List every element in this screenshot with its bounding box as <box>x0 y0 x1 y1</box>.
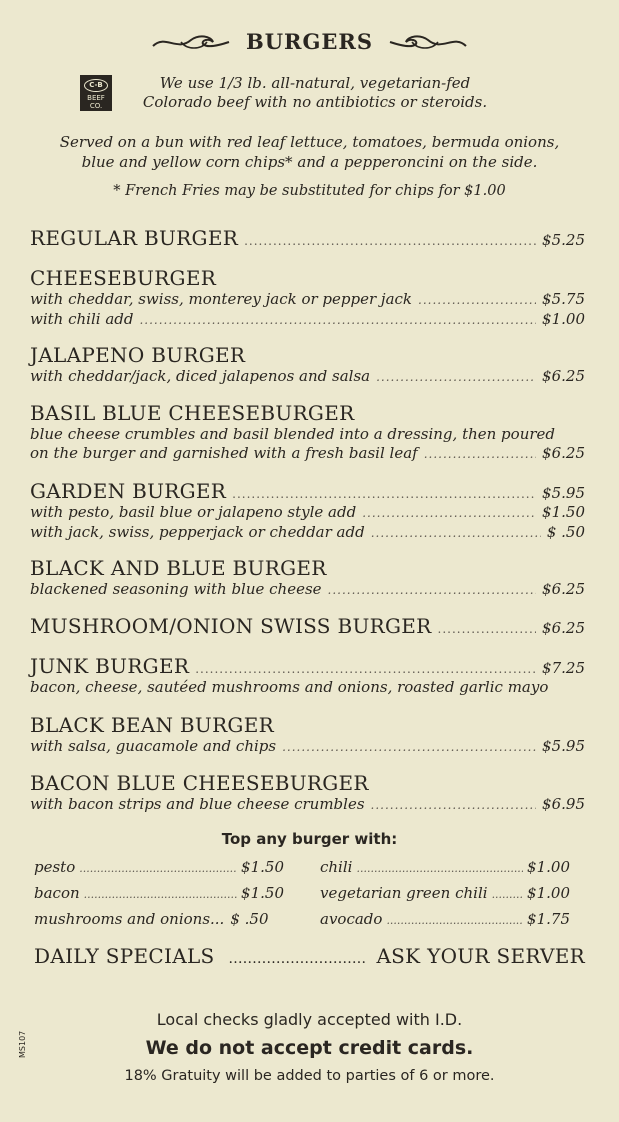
topping-name: chili <box>320 858 353 876</box>
item-name: BLACK AND BLUE BURGER <box>30 556 327 580</box>
leader-dots <box>356 862 523 875</box>
leader-dots <box>84 888 237 901</box>
topping-price: $ .50 <box>230 910 269 928</box>
leader-dots <box>418 291 536 310</box>
topping-name: pesto <box>34 858 76 876</box>
fries-note: * French Fries may be substituted for chips for $1.00 <box>113 183 506 199</box>
left-flourish-icon <box>151 28 231 54</box>
served-line1: Served on a bun with red leaf lettuce, tomatoes, bermuda onions, <box>59 133 560 151</box>
item-name: CHEESEBURGER <box>30 266 217 290</box>
item-price: $6.25 <box>542 444 585 462</box>
menu-item-junk-burger <box>30 654 585 697</box>
leader-dots <box>376 368 536 387</box>
topping-vegetarian-green-chili <box>320 884 570 910</box>
item-desc: with jack, swiss, pepperjack or cheddar add <box>30 523 365 541</box>
specials-value: ASK YOUR SERVER <box>376 944 585 968</box>
leader-dots <box>386 914 523 927</box>
menu-item-regular-burger <box>30 226 585 250</box>
menu-header <box>0 28 619 54</box>
item-price: $7.25 <box>542 659 585 677</box>
logo-text: BEEF CO. <box>87 94 105 110</box>
topping-name: avocado <box>320 910 383 928</box>
beef-note-line1: We use 1/3 lb. all-natural, vegetarian-fed <box>159 74 471 92</box>
item-name: JUNK BURGER <box>30 654 190 678</box>
leader-dots <box>79 862 237 875</box>
item-name: BASIL BLUE CHEESEBURGER <box>30 401 355 425</box>
topping-price: $1.50 <box>241 884 284 902</box>
menu-item-mushroom-onion-swiss-burger <box>30 614 585 638</box>
leader-dots <box>371 524 541 543</box>
leader-dots <box>282 738 536 757</box>
item-price: $5.95 <box>542 737 585 755</box>
item-desc: with cheddar/jack, diced jalapenos and salsa <box>30 367 371 385</box>
leader-dots <box>492 888 523 901</box>
item-price: $1.50 <box>542 503 585 521</box>
item-desc: with chili add <box>30 310 134 328</box>
specials-label: DAILY SPECIALS <box>34 944 215 968</box>
right-flourish-icon <box>388 28 468 54</box>
leader-dots <box>195 662 536 676</box>
menu-item-garden-burger <box>30 479 585 543</box>
item-price: $5.75 <box>542 290 585 308</box>
topping-bacon <box>34 884 284 910</box>
item-desc: with salsa, guacamole and chips <box>30 737 277 755</box>
toppings-list <box>34 858 589 936</box>
item-name: MUSHROOM/ONION SWISS BURGER <box>30 614 432 638</box>
item-price: $6.25 <box>542 580 585 598</box>
served-line2: blue and yellow corn chips* and a pepperoncini on the side. <box>81 153 538 171</box>
topping-mushrooms-and-onions <box>34 910 284 936</box>
leader-dots <box>328 581 537 600</box>
topping-name: bacon <box>34 884 80 902</box>
item-price: $5.95 <box>542 484 585 502</box>
leader-dots <box>229 951 367 967</box>
menu-item-cheeseburger <box>30 266 585 330</box>
item-name: REGULAR BURGER <box>30 226 239 250</box>
item-name: BLACK BEAN BURGER <box>30 713 274 737</box>
item-desc: with bacon strips and blue cheese crumbles <box>30 795 365 813</box>
gratuity-note: 18% Gratuity will be added to parties of 6 or more. <box>124 1068 495 1084</box>
print-code: MS107 <box>18 1030 27 1058</box>
leader-dots <box>424 445 536 464</box>
item-price: $6.95 <box>542 795 585 813</box>
toppings-heading: Top any burger with: <box>221 830 398 848</box>
topping-avocado <box>320 910 570 936</box>
item-desc: with pesto, basil blue or jalapeno style add <box>30 503 357 521</box>
topping-price: $1.75 <box>527 910 570 928</box>
daily-specials <box>34 944 585 968</box>
item-price: $6.25 <box>542 367 585 385</box>
served-note <box>30 132 589 172</box>
leader-dots <box>232 487 536 501</box>
checks-note: Local checks gladly accepted with I.D. <box>156 1010 463 1029</box>
beef-co-logo <box>80 75 112 111</box>
section-title: BURGERS <box>245 28 374 54</box>
item-desc: with cheddar, swiss, monterey jack or pepper jack <box>30 290 413 308</box>
item-name: JALAPENO BURGER <box>30 343 246 367</box>
topping-pesto <box>34 858 284 884</box>
beef-note-line2: Colorado beef with no antibiotics or steroids. <box>142 93 488 111</box>
credit-card-note: We do not accept credit cards. <box>145 1037 474 1059</box>
menu-item-bacon-blue-cheeseburger <box>30 771 585 815</box>
menu-item-basil-blue-cheeseburger <box>30 401 585 464</box>
item-price: $ .50 <box>546 523 585 541</box>
topping-price: $1.00 <box>527 884 570 902</box>
leader-dots <box>362 504 536 523</box>
topping-price: $1.50 <box>241 858 284 876</box>
logo-mark: C-B <box>84 79 108 92</box>
item-name: GARDEN BURGER <box>30 479 227 503</box>
topping-name: vegetarian green chili <box>320 884 488 902</box>
leader-dots <box>438 622 537 636</box>
item-price: $6.25 <box>542 619 585 637</box>
item-desc: blue cheese crumbles and basil blended into a dressing, then poured <box>30 425 555 443</box>
menu-item-black-bean-burger <box>30 713 585 757</box>
topping-chili <box>320 858 570 884</box>
item-desc: blackened seasoning with blue cheese <box>30 580 322 598</box>
leader-dots <box>139 311 536 330</box>
item-desc: on the burger and garnished with a fresh basil leaf <box>30 444 418 462</box>
leader-dots <box>371 796 537 815</box>
item-price: $5.25 <box>542 231 585 249</box>
topping-name: mushrooms and onions... <box>34 910 225 928</box>
beef-note <box>125 74 505 112</box>
leader-dots <box>244 234 536 248</box>
topping-price: $1.00 <box>527 858 570 876</box>
item-price: $1.00 <box>542 310 585 328</box>
item-desc: bacon, cheese, sautéed mushrooms and onions, roasted garlic mayo <box>30 678 549 696</box>
menu-item-black-and-blue-burger <box>30 556 585 600</box>
item-name: BACON BLUE CHEESEBURGER <box>30 771 369 795</box>
menu-item-jalapeno-burger <box>30 343 585 387</box>
